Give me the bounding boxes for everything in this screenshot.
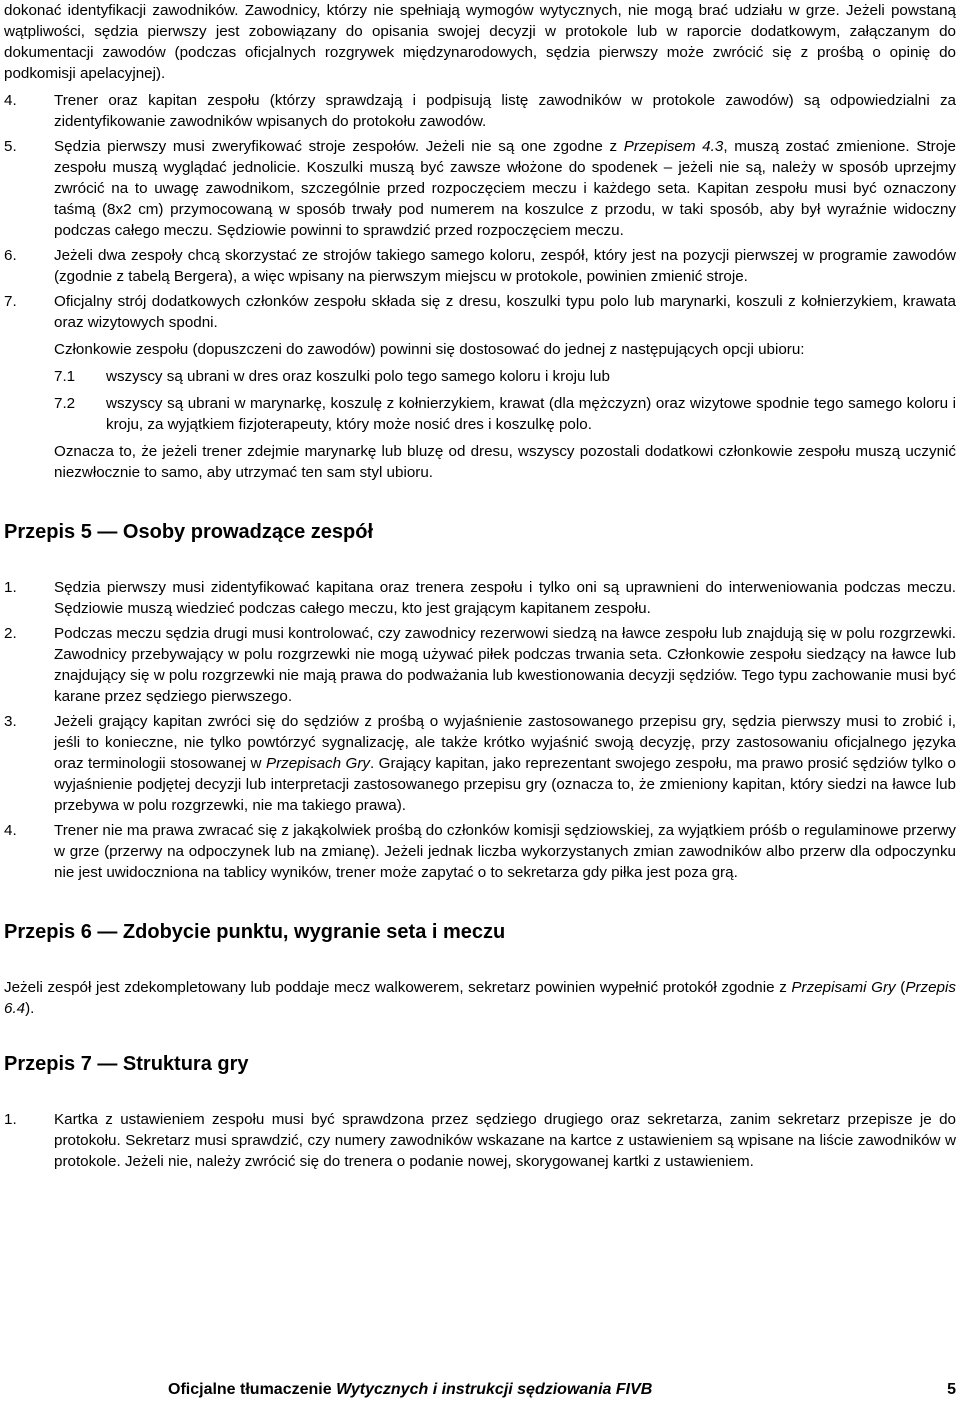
section-heading: Przepis 7 — Struktura gry bbox=[4, 1053, 249, 1075]
rule6-paragraph: Jeżeli zespół jest zdekompletowany lub poddaje mecz walkowerem, sekretarz powinien wypełnić protokół zgodnie z Przepisami Gry (Przepis 6.4). bbox=[4, 979, 956, 1017]
page-number: 5 bbox=[947, 1381, 956, 1398]
list-item: 4. Trener oraz kapitan zespołu (którzy sprawdzają i podpisują listę zawodników w protokole zawodów) są odpowiedzialni za zidentyfikowanie zawodników wpisanych do protokołu zawodów. bbox=[4, 92, 956, 130]
sub-item: 7.2 wszyscy są ubrani w marynarkę, koszulę z kołnierzykiem, krawat (dla mężczyzn) oraz wizytowe spodnie tego samego koloru i kroju, za wyjątkiem fizjoterapeuty, który może nosić dres i koszulkę polo. bbox=[54, 395, 956, 433]
section-heading: Przepis 6 — Zdobycie punktu, wygranie seta i meczu bbox=[4, 921, 506, 943]
section-heading: Przepis 5 — Osoby prowadzące zespół bbox=[4, 521, 374, 543]
list-item: 5. Sędzia pierwszy musi zweryfikować stroje zespołów. Jeżeli nie są one zgodne z Przepisem 4.3, muszą zostać zmienione. Stroje zespołu muszą wyglądać jednolicie. Koszulki muszą być zawsze włożone do spodenek – jeżeli nie są, należy w sposób uprzejmy zwrócić na to uwagę zawodnikom, szczególnie przed rozpoczęciem meczu i każdego seta. Kapitan zespołu musi być oznaczony taśmą (8x2 cm) przymocowaną w sposób trwały pod numerem na koszulce z przodu, w taki sposób, aby był wyraźnie widoczny podczas całego meczu. Sędziowie powinni to sprawdzić przed rozpoczęciem meczu. bbox=[4, 138, 956, 239]
dress-options-intro: Członkowie zespołu (dopuszczeni do zawodów) powinni się dostosować do jednej z następujących opcji ubioru: bbox=[54, 341, 805, 358]
list-item: 6. Jeżeli dwa zespoły chcą skorzystać ze strojów takiego samego koloru, zespół, który jest na pozycji pierwszej w programie zawodów (zgodnie z tabelą Bergera), a więc wpisany na pierwszym miejscu w protokole, powinien zmienić stroje. bbox=[4, 247, 956, 285]
dress-note: Oznacza to, że jeżeli trener zdejmie marynarkę lub bluzę od dresu, wszyscy pozostali dodatkowi członkowie zespołu muszą uczynić niezwłocznie to samo, aby utrzymać ten sam styl ubioru. bbox=[54, 443, 956, 481]
list-item: 1. Kartka z ustawieniem zespołu musi być sprawdzona przez sędziego drugiego oraz sekretarza, zanim sekretarz przepisze je do protokołu. Sekretarz musi sprawdzić, czy numery zawodników wskazane na kartce z ustawieniem są wpisane na liście zawodników w protokole. Jeżeli nie, należy zwrócić się do trenera o podanie nowej, skorygowanej kartki z ustawieniem. bbox=[4, 1111, 956, 1170]
footer-title: Oficjalne tłumaczenie Wytycznych i instrukcji sędziowania FIVB bbox=[168, 1381, 653, 1398]
document-page bbox=[4, 0, 956, 1172]
list-item: 1. Sędzia pierwszy musi zidentyfikować kapitana oraz trenera zespołu i tylko oni są uprawnieni do interweniowania podczas meczu. Sędziowie muszą wiedzieć podczas całego meczu, kto jest grającym kapitanem zespołu. bbox=[4, 579, 956, 617]
intro-paragraph: dokonać identyfikacji zawodników. Zawodnicy, którzy nie spełniają wymogów wytycznych, nie mogą brać udziału w grze. Jeżeli powstaną wątpliwości, sędzia pierwszy jest zobowiązany do opisania swojej decyzji w protokole lub w raporcie dodatkowym, załączanym do dokumentacji zawodów (podczas oficjalnych rozgrywek międzynarodowych, sędzia pierwszy może zwrócić się z prośbą o opinię do podkomisji apelacyjnej). bbox=[4, 2, 956, 82]
sub-item: 7.1 wszyscy są ubrani w dres oraz koszulki polo tego samego koloru i kroju lub bbox=[54, 368, 610, 385]
list-item: 7. Oficjalny strój dodatkowych członków zespołu składa się z dresu, koszulki typu polo lub marynarki, koszuli z kołnierzykiem, krawata oraz wizytowych spodni. bbox=[4, 293, 956, 331]
list-item: 2. Podczas meczu sędzia drugi musi kontrolować, czy zawodnicy rezerwowi siedzą na ławce zespołu lub znajdują się w polu rozgrzewki. Zawodnicy przebywający w polu rozgrzewki nie mogą używać piłek podczas trwania seta. Członkowie zespołu siedzący na ławce lub znajdujący się w polu rozgrzewki nie mają prawa do podważania lub kwestionowania decyzji sędziów. Tego typu zachowanie musi być karane przez sędziego pierwszego. bbox=[4, 625, 956, 705]
list-item: 4. Trener nie ma prawa zwracać się z jakąkolwiek prośbą do członków komisji sędziowskiej, za wyjątkiem próśb o regulaminowe przerwy w grze (przerwy na odpoczynek lub na zmianę). Jeżeli jednak liczba wykorzystanych zmian zawodników albo przerw dla odpoczynku nie jest uwidoczniona na tablicy wyników, trener może zapytać o to sekretarza gdy piłka jest poza grą. bbox=[4, 822, 956, 881]
list-item: 3. Jeżeli grający kapitan zwróci się do sędziów z prośbą o wyjaśnienie zastosowanego przepisu gry, sędzia pierwszy musi to zrobić i, jeśli to konieczne, nie tylko powtórzyć sygnalizację, ale także krótko wyjaśnić swoją decyzję, przy zastosowaniu oficjalnego języka oraz terminologii stosowanej w Przepisach Gry. Grający kapitan, jako reprezentant swojego zespołu, ma prawo prosić sędziów tylko o wyjaśnienie podjętej decyzji lub interpretacji zastosowanego przepisu gry (oznacza to, że zmieniony kapitan, który siedzi na ławce lub przebywa w polu rozgrzewki, nie ma takiego prawa). bbox=[4, 713, 956, 814]
